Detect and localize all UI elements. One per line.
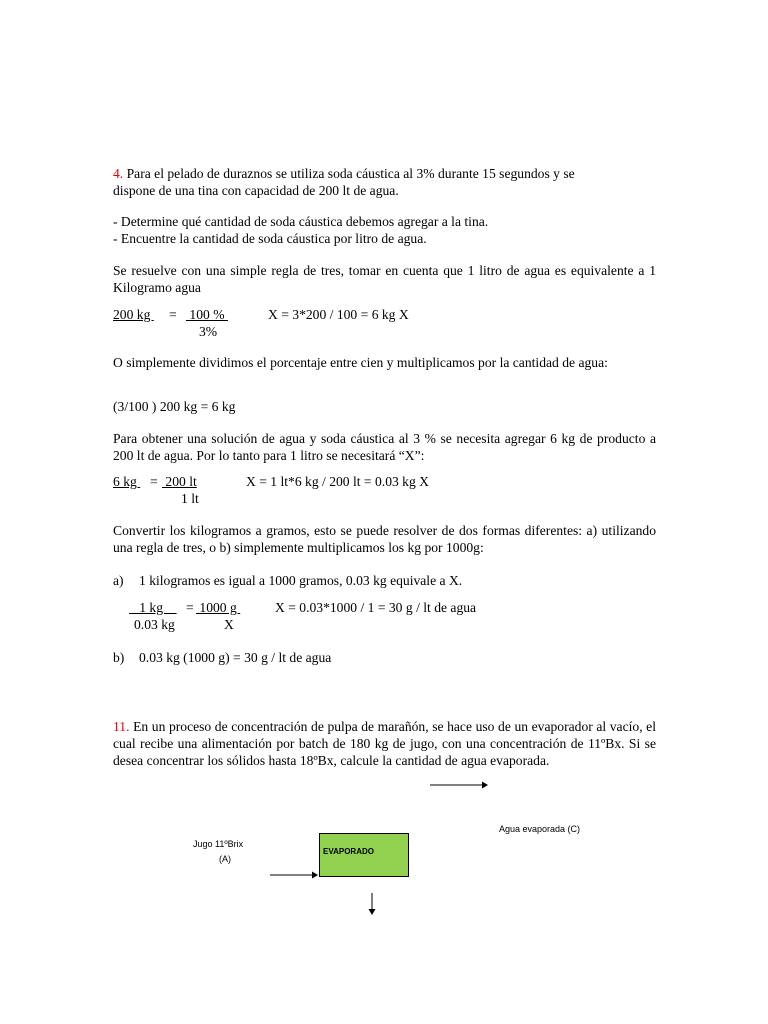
rule2-numerator-left: 6 kg — [113, 474, 141, 489]
water-out-arrow-icon — [430, 780, 490, 790]
problem-4-intro — [113, 165, 656, 199]
option-a-text: 1 kilogramos es igual a 1000 gramos, 0.03 kg equivale a X. — [139, 573, 463, 588]
problem-11-text — [113, 718, 656, 769]
rule1-numerator-left: 200 kg — [113, 307, 154, 322]
problem-11-number: 11. — [113, 719, 130, 734]
problem-4-task-1: - Determine qué cantidad de soda cáustica debemos agregar a la tina. — [113, 214, 489, 229]
problem-4-intro-line2: dispone de una tina con capacidad de 200 lt de agua. — [113, 183, 399, 198]
rule1-result: X = 3*200 / 100 = 6 kg X — [268, 307, 409, 322]
evaporator-box — [319, 833, 409, 877]
convert-text: Convertir los kilogramos a gramos, esto se puede resolver de dos formas diferentes: a) utilizando una regla de tres, o b) simplemente multiplicamos los kg por 1000g: — [113, 523, 656, 555]
alternative-method-text: O simplemente dividimos el porcentaje entre cien y multiplicamos por la cantidad de agua: — [113, 355, 608, 370]
problem-4-intro-line1: Para el pelado de duraznos se utiliza soda cáustica al 3% durante 15 segundos y se — [123, 166, 575, 181]
product-out-arrow-icon — [367, 893, 377, 917]
feed-label-line2: (A) — [219, 854, 231, 864]
option-a-label: a) — [113, 573, 124, 588]
feed-label-line1: Jugo 11ºBrix — [193, 839, 244, 849]
solution-2-text: Para obtener una solución de agua y soda cáustica al 3 % se necesita agregar 6 kg de producto a 200 lt de agua. Por lo tanto para 1 litro se necesitará “X”: — [113, 431, 656, 463]
feed-arrow-icon — [270, 870, 320, 880]
rule2-result: X = 1 lt*6 kg / 200 lt = 0.03 kg X — [246, 474, 429, 489]
solution-intro: Se resuelve con una simple regla de tres, tomar en cuenta que 1 litro de agua es equivalente a 1 Kilogramo agua — [113, 263, 656, 295]
option-a-equals: = — [186, 600, 194, 615]
rule1-denominator-right: 3% — [199, 324, 218, 339]
option-a-numerator-left: 1 kg — [129, 600, 177, 615]
alternative-formula: (3/100 ) 200 kg = 6 kg — [113, 399, 236, 414]
problem-11-body: En un proceso de concentración de pulpa de marañón, se hace uso de un evaporador al vacío, el cual recibe una alimentación por batch de 180 kg de jugo, con una concentración de 11ºBx. Si se desea concentrar los sólidos hasta 18ºBx, calcule la cantidad de agua evaporada. — [113, 719, 656, 768]
option-b-text: 0.03 kg (1000 g) = 30 g / lt de agua — [139, 650, 332, 665]
option-a-result: X = 0.03*1000 / 1 = 30 g / lt de agua — [275, 600, 477, 615]
rule1-equals: = — [169, 307, 177, 322]
option-a-denominator-left: 0.03 kg — [134, 617, 175, 632]
option-a-denominator-right: X — [224, 617, 234, 632]
problem-4-number: 4. — [113, 166, 124, 181]
option-a-numerator-right: 1000 g — [196, 600, 241, 615]
rule2-denominator-right: 1 lt — [181, 491, 199, 506]
option-b-label: b) — [113, 650, 125, 665]
rule2-numerator-right: 200 lt — [162, 474, 197, 489]
problem-4-task-2: - Encuentre la cantidad de soda cáustica por litro de agua. — [113, 231, 427, 246]
rule1-numerator-right: 100 % — [186, 307, 228, 322]
rule2-equals: = — [150, 474, 158, 489]
evaporator-label: EVAPORADO — [323, 847, 374, 856]
water-evaporated-label: Agua evaporada (C) — [499, 824, 581, 834]
